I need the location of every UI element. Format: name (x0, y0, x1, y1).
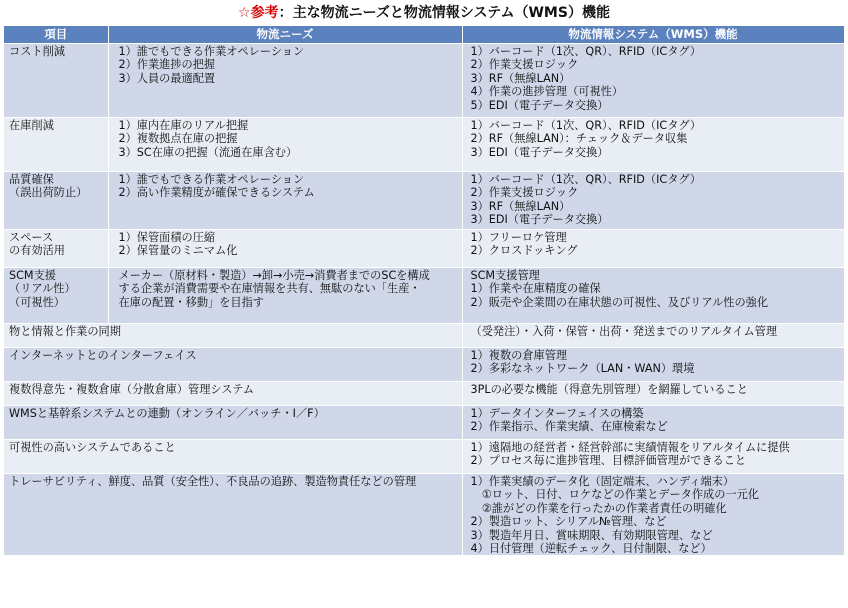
wms-cell (462, 382, 844, 406)
cell-line: （可視性） (9, 295, 65, 309)
title-text: ：主な物流ニーズと物流情報システム（WMS）機能 (278, 5, 610, 21)
cell-line: 4）日付管理（逆転チェック、日付制限、など） (470, 542, 712, 556)
cell-line: 1）バーコード（1次、QR）、RFID（ICタグ） (470, 173, 702, 186)
cell-line: 3）RF（無線LAN） (470, 71, 571, 85)
cell-line: 1）保管面積の圧縮 (118, 231, 216, 244)
cell-line: メーカー（原材料・製造）→卸→小売→消費者までのSCを構成 (118, 269, 430, 282)
header-wms: 物流情報システム（WMS）機能 (462, 26, 844, 44)
cell-line: 2）保管量のミニマム化 (118, 244, 238, 258)
table-row (4, 324, 844, 348)
cell-line: 2）作業指示、作業実績、在庫検索など (470, 420, 668, 434)
table-header-row (4, 26, 844, 44)
cell-line: SCM支援管理 (470, 269, 540, 282)
item-cell (4, 230, 108, 268)
cell-line: 3）SC在庫の把握（流通在庫含む） (118, 145, 298, 159)
cell-line: （リアル性） (9, 282, 76, 296)
cell-line: 2）多彩なネットワーク（LAN・WAN）環境 (470, 362, 695, 376)
cell-line: 1）誰でもできる作業オペレーション (118, 173, 305, 186)
row-label-cell (4, 440, 462, 474)
needs-wms-table (4, 26, 845, 556)
cell-line: 2）高い作業精度が確保できるシステム (118, 186, 315, 200)
cell-line: 1）誰でもできる作業オペレーション (118, 45, 305, 58)
cell-line: する企業が消費需要や在庫情報を共有、無駄のない「生産・ (118, 282, 421, 296)
cell-line: 2）RF（無線LAN）：チェック＆データ収集 (470, 132, 688, 146)
row-label-cell (4, 382, 462, 406)
cell-line: （受発注）・入荷・保管・出荷・発送までのリアルタイム管理 (470, 325, 778, 338)
wms-cell (462, 268, 844, 324)
cell-line: 3）RF（無線LAN） (470, 199, 571, 213)
cell-line: 4）作業の進捗管理（可視性） (470, 85, 624, 99)
cell-line: 1）バーコード（1次、QR）、RFID（ICタグ） (470, 119, 702, 132)
page-title (0, 4, 848, 22)
cell-line: 3）EDI（電子データ交換） (470, 145, 609, 159)
table-row (4, 172, 844, 230)
cell-line: SCM支援 (9, 269, 56, 282)
needs-cell (108, 118, 462, 172)
cell-line: コスト削減 (9, 45, 65, 58)
cell-line: インターネットとのインターフェイス (9, 349, 197, 362)
wms-cell (462, 44, 844, 118)
needs-cell (108, 268, 462, 324)
table-row (4, 474, 844, 556)
cell-line: 在庫の配置・移動」を目指す (118, 295, 264, 309)
needs-cell (108, 230, 462, 268)
wms-cell (462, 474, 844, 556)
wms-cell (462, 440, 844, 474)
cell-line: 可視性の高いシステムであること (9, 441, 176, 454)
cell-line: 2）作業支援ロジック (470, 186, 579, 200)
table-row (4, 382, 844, 406)
cell-line: 品質確保 (9, 173, 54, 186)
cell-line: 1）庫内在庫のリアル把握 (118, 119, 249, 132)
cell-line: 5）EDI（電子データ交換） (470, 98, 609, 112)
cell-line: スペース (9, 231, 54, 244)
cell-line: の有効活用 (9, 244, 65, 258)
row-label-cell (4, 406, 462, 440)
wms-cell (462, 406, 844, 440)
wms-cell (462, 324, 844, 348)
header-item: 項目 (4, 26, 108, 44)
table-row (4, 348, 844, 382)
item-cell (4, 268, 108, 324)
wms-cell (462, 348, 844, 382)
cell-line: 1）作業実績のデータ化（固定端末、ハンディ端末） (470, 475, 735, 488)
cell-line: 2）プロセス毎に進捗管理、目標評価管理ができること (470, 454, 747, 468)
table-row (4, 230, 844, 268)
row-label-cell (4, 348, 462, 382)
cell-line: 3）製造年月日、賞味期限、有効期限管理、など (470, 528, 713, 542)
cell-line: 3）人員の最適配置 (118, 71, 216, 85)
wms-cell (462, 172, 844, 230)
cell-line: 1）複数の倉庫管理 (470, 349, 568, 362)
cell-line: 1）フリーロケ管理 (470, 231, 567, 244)
item-cell (4, 44, 108, 118)
title-ref-label: 参考 (250, 5, 279, 21)
cell-line: 物と情報と作業の同期 (9, 325, 121, 338)
cell-line: トレーサビリティ、鮮度、品質（安全性）、不良品の追跡、製造物責任などの管理 (9, 475, 417, 488)
cell-line: 1）作業や在庫精度の確保 (470, 282, 601, 296)
row-label-cell (4, 474, 462, 556)
cell-line: 2）クロスドッキング (470, 244, 578, 258)
cell-line: （誤出荷防止） (9, 186, 88, 200)
cell-line: 在庫削減 (9, 119, 54, 132)
header-needs: 物流ニーズ (108, 26, 462, 44)
cell-line: 1）データインターフェイスの構築 (470, 407, 644, 420)
table-row (4, 268, 844, 324)
wms-cell (462, 118, 844, 172)
wms-cell (462, 230, 844, 268)
table-row (4, 44, 844, 118)
table-row (4, 406, 844, 440)
cell-line: 2）作業進捗の把握 (118, 58, 216, 72)
cell-line: 2）作業支援ロジック (470, 58, 579, 72)
cell-line: ②誰がどの作業を行ったかの作業者責任の明確化 (470, 501, 727, 515)
cell-line: 3PLの必要な機能（得意先別管理）を網羅していること (470, 383, 748, 396)
item-cell (4, 172, 108, 230)
needs-cell (108, 172, 462, 230)
cell-line: ①ロット、日付、ロケなどの作業とデータ作成の一元化 (470, 488, 759, 502)
needs-cell (108, 44, 462, 118)
cell-line: 1）遠隔地の経営者・経営幹部に実績情報をリアルタイムに提供 (470, 441, 790, 454)
cell-line: 2）販売や企業間の在庫状態の可視性、及びリアル性の強化 (470, 295, 769, 309)
row-label-cell (4, 324, 462, 348)
item-cell (4, 118, 108, 172)
table-row (4, 118, 844, 172)
cell-line: 1）バーコード（1次、QR）、RFID（ICタグ） (470, 45, 702, 58)
cell-line: 2）製造ロット、シリアル№管理、など (470, 515, 667, 529)
table-row (4, 440, 844, 474)
cell-line: WMSと基幹系システムとの連動（オンライン／バッチ・I／F） (9, 407, 325, 420)
cell-line: 3）EDI（電子データ交換） (470, 213, 609, 227)
cell-line: 複数得意先・複数倉庫（分散倉庫）管理システム (9, 383, 255, 396)
cell-line: 2）複数拠点在庫の把握 (118, 132, 238, 146)
star-icon: ☆ (238, 5, 251, 21)
